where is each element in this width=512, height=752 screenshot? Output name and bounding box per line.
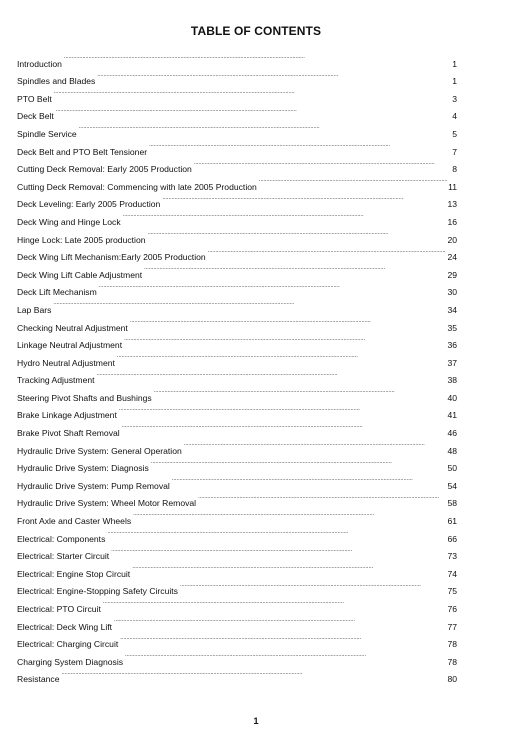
toc-entry-title: Electrical: Engine-Stopping Safety Circuits	[17, 586, 178, 597]
toc-entry-page: 16	[447, 216, 457, 227]
toc-dot-leader	[198, 489, 446, 507]
toc-entry-title: Spindle Service	[17, 128, 77, 139]
toc-dot-leader	[162, 190, 446, 208]
toc-entry-page: 8	[452, 164, 457, 175]
toc-entry-page: 30	[447, 287, 457, 298]
toc-title: TABLE OF CONTENTS	[190, 24, 322, 38]
toc-dot-leader	[144, 260, 446, 278]
toc-dot-leader	[117, 348, 447, 366]
toc-entry-page: 54	[447, 480, 457, 491]
toc-entry[interactable]	[17, 313, 457, 331]
toc-entry-page: 74	[447, 568, 457, 579]
toc-entry-title: Steering Pivot Shafts and Bushings	[17, 392, 152, 403]
toc-entry-title: Introduction	[17, 58, 62, 69]
toc-dot-leader	[111, 542, 446, 560]
toc-dot-leader	[154, 383, 447, 401]
toc-entry-page: 40	[447, 392, 457, 403]
toc-dot-leader	[119, 401, 447, 419]
toc-entry-page: 77	[447, 621, 457, 632]
toc-dot-leader	[64, 49, 451, 67]
toc-dot-leader	[180, 577, 446, 595]
toc-dot-leader	[194, 155, 451, 173]
toc-entry-page: 73	[447, 551, 457, 562]
toc-entry-title: Hydro Neutral Adjustment	[17, 357, 115, 368]
toc-entry-title: Deck Wing and Hinge Lock	[17, 216, 121, 227]
toc-entry-title: Hydraulic Drive System: Diagnosis	[17, 463, 149, 474]
toc-entry-title: Deck Belt	[17, 111, 54, 122]
toc-entry-page: 37	[447, 357, 457, 368]
toc-entry-title: Brake Pivot Shaft Removal	[17, 428, 120, 439]
toc-entry[interactable]	[17, 67, 457, 85]
toc-entry-title: Resistance	[17, 674, 60, 685]
toc-entry-title: PTO Belt	[17, 93, 52, 104]
toc-dot-leader	[54, 84, 452, 102]
toc-dot-leader	[62, 665, 447, 683]
toc-entry-page: 38	[447, 375, 457, 386]
toc-dot-leader	[259, 172, 447, 190]
toc-entry-title: Deck Leveling: Early 2005 Production	[17, 199, 161, 210]
toc-entry-page: 61	[447, 516, 457, 527]
toc-entry-title: Hydraulic Drive System: General Operation	[17, 445, 182, 456]
toc-entry-title: Hinge Lock: Late 2005 production	[17, 234, 146, 245]
toc-entry-title: Deck Wing Lift Cable Adjustment	[17, 269, 143, 280]
toc-dot-leader	[114, 612, 446, 630]
toc-dot-leader	[123, 207, 447, 225]
toc-entry-title: Electrical: Engine Stop Circuit	[17, 568, 131, 579]
toc-entry-page: 13	[447, 199, 457, 210]
toc-dot-leader	[120, 630, 446, 648]
toc-dot-leader	[56, 102, 451, 120]
toc-entry-page: 41	[447, 410, 457, 421]
toc-entry-page: 78	[447, 639, 457, 650]
toc-entry-title: Lap Bars	[17, 304, 52, 315]
toc-entry-page: 7	[452, 146, 457, 157]
toc-entry-title: Electrical: Components	[17, 533, 106, 544]
toc-entry-title: Linkage Neutral Adjustment	[17, 340, 123, 351]
toc-entry-page: 4	[452, 111, 457, 122]
toc-entry-page: 1	[452, 76, 457, 87]
toc-entry-page: 3	[452, 93, 457, 104]
toc-entry-page: 36	[447, 340, 457, 351]
toc-entry-page: 35	[447, 322, 457, 333]
toc-dot-leader	[208, 243, 447, 261]
toc-entry-title: Hydraulic Drive System: Pump Removal	[17, 480, 170, 491]
toc-entry-title: Cutting Deck Removal: Commencing with late 2005 Production	[17, 181, 257, 192]
toc-entry-title: Electrical: PTO Circuit	[17, 604, 101, 614]
toc-dot-leader	[184, 436, 447, 454]
toc-dot-leader	[53, 295, 446, 313]
toc-entry-title: Cutting Deck Removal: Early 2005 Production	[17, 164, 192, 175]
toc-entry-page: 5	[452, 128, 457, 139]
toc-entry-title: Hydraulic Drive System: Wheel Motor Removal	[17, 498, 197, 509]
toc-dot-leader	[132, 559, 446, 577]
toc-entry-title: Deck Wing Lift Mechanism:Early 2005 Production	[17, 252, 206, 263]
toc-entry-title: Spindles and Blades	[17, 76, 96, 87]
toc-entry-page: 76	[447, 604, 457, 614]
toc-entry-title: Front Axle and Caster Wheels	[17, 516, 132, 527]
toc-entry[interactable]	[17, 665, 457, 683]
toc-dot-leader	[79, 119, 452, 137]
toc-entry-title: Checking Neutral Adjustment	[17, 322, 128, 333]
toc-entry-title: Tracking Adjustment	[17, 375, 95, 386]
toc-entry-title: Charging System Diagnosis	[17, 656, 124, 667]
toc-entry-page: 78	[447, 656, 457, 667]
toc-dot-leader	[99, 278, 447, 296]
toc-dot-leader	[124, 331, 446, 349]
page-number: 1	[253, 716, 259, 726]
toc-entry-page: 29	[447, 269, 457, 280]
toc-dot-leader	[151, 454, 447, 472]
toc-entry[interactable]	[17, 295, 457, 313]
toc-entry[interactable]	[17, 119, 457, 137]
toc-entry-title: Deck Belt and PTO Belt Tensioner	[17, 146, 148, 157]
toc-dot-leader	[172, 471, 447, 489]
toc-entry-title: Electrical: Charging Circuit	[17, 639, 119, 650]
toc-dot-leader	[103, 594, 447, 612]
toc-entry-title: Electrical: Starter Circuit	[17, 551, 110, 562]
toc-entry[interactable]	[17, 84, 457, 102]
toc-entry-page: 46	[447, 428, 457, 439]
toc-dot-leader	[148, 225, 447, 243]
toc-entry-page: 34	[447, 304, 457, 315]
toc-entry-page: 11	[448, 181, 457, 192]
toc-entry-page: 24	[447, 252, 457, 263]
toc-entry-title: Electrical: Deck Wing Lift	[17, 621, 113, 632]
toc-entry-page: 75	[447, 586, 457, 597]
toc-entry-title: Deck Lift Mechanism	[17, 287, 97, 298]
toc-entry-page: 20	[447, 234, 457, 245]
toc-list	[17, 49, 457, 685]
toc-dot-leader	[149, 137, 451, 155]
toc-dot-leader	[130, 313, 447, 331]
toc-entry[interactable]	[17, 102, 457, 120]
toc-entry-page: 80	[447, 674, 457, 685]
toc-entry-page: 58	[447, 498, 457, 509]
toc-dot-leader	[125, 647, 446, 665]
toc-entry-page: 1	[452, 58, 457, 69]
toc-dot-leader	[97, 67, 451, 85]
toc-entry[interactable]	[17, 49, 457, 67]
toc-entry-page: 48	[447, 445, 457, 456]
toc-entry-title: Brake Linkage Adjustment	[17, 410, 117, 421]
toc-dot-leader	[107, 524, 446, 542]
toc-dot-leader	[97, 366, 447, 384]
toc-entry[interactable]	[17, 137, 457, 155]
toc-entry-page: 50	[447, 463, 457, 474]
toc-entry-page: 66	[447, 533, 457, 544]
toc-dot-leader	[122, 418, 447, 436]
toc-dot-leader	[133, 506, 446, 524]
